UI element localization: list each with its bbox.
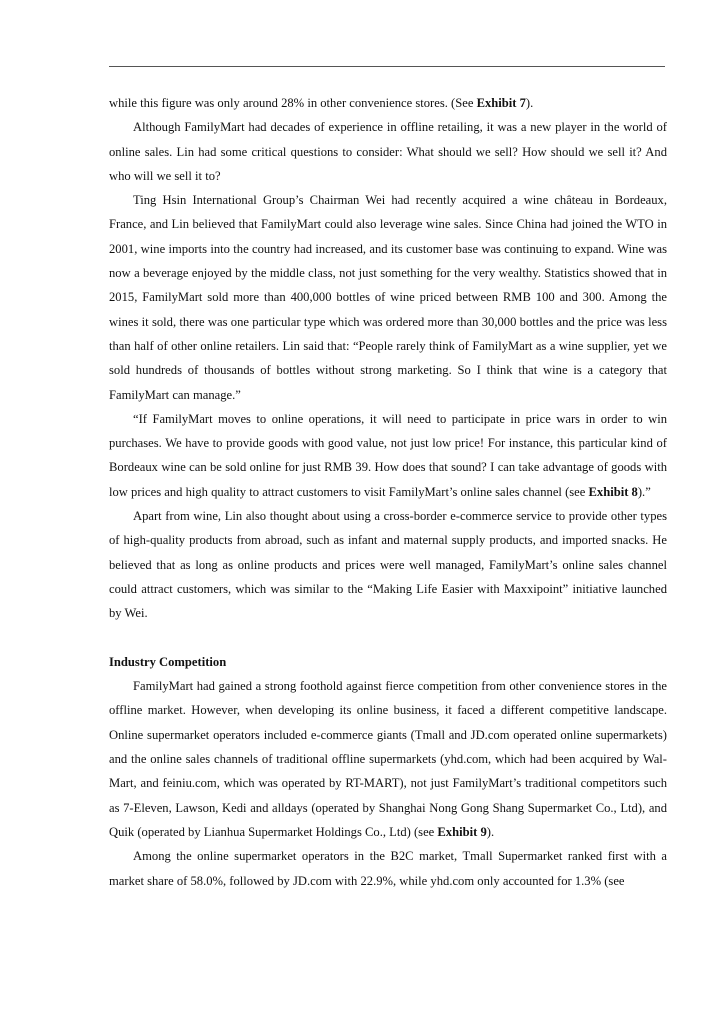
- document-body: [109, 91, 667, 893]
- paragraph-1: while this figure was only around 28% in other convenience stores. (See Exhibit 7).: [109, 96, 534, 110]
- paragraph-5: Apart from wine, Lin also thought about using a cross-border e-commerce service to provide other types of high-quality products from abroad, such as infant and maternal supply products, and imported snacks. He believed that as long as online products and prices were well managed, FamilyMart’s online sales channel could attract customers, which was similar to the “Making Life Easier with Maxxipoint” initiative launched by Wei.: [109, 509, 667, 621]
- section-heading: Industry Competition: [109, 654, 227, 669]
- exhibit-9-reference: Exhibit 9: [437, 824, 487, 839]
- section-gap: [109, 626, 667, 650]
- paragraph-3: Ting Hsin International Group’s Chairman Wei had recently acquired a wine château in Bordeaux, France, and Lin believed that FamilyMart could also leverage wine sales. Since China had joined the WTO in 2001, wine imports into the country had increased, and its customer base was continuing to expand. Wine was now a beverage enjoyed by the middle class, not just something for the very wealthy. Statistics showed that in 2015, FamilyMart sold more than 400,000 bottles of wine priced between RMB 100 and 300. Among the wines it sold, there was one particular type which was ordered more than 30,000 bottles and the price was less than half of other online retailers. Lin said that: “People rarely think of FamilyMart as a wine supplier, yet we sold hundreds of thousands of bottles without strong marketing. So I think that wine is a category that FamilyMart can manage.”: [109, 193, 667, 402]
- paragraph-6: FamilyMart had gained a strong foothold against fierce competition from other convenience stores in the offline market. However, when developing its online business, it faced a different competitive landscape. Online supermarket operators included e-commerce giants (Tmall and JD.com operated online supermarkets) and the online sales channels of traditional offline supermarkets (yhd.com, which had been acquired by Wal-Mart, and feiniu.com, which was operated by RT-MART), not just FamilyMart’s traditional competitors such as 7-Eleven, Lawson, Kedi and alldays (operated by Shanghai Nong Gong Shang Supermarket Co., Ltd), and Quik (operated by Lianhua Supermarket Holdings Co., Ltd) (see Exhibit 9).: [109, 679, 667, 839]
- exhibit-8-reference: Exhibit 8: [588, 484, 638, 499]
- paragraph-7: Among the online supermarket operators in the B2C market, Tmall Supermarket ranked first with a market share of 58.0%, followed by JD.com with 22.9%, while yhd.com only accounted for 1.3% (see: [109, 849, 667, 888]
- paragraph-2: Although FamilyMart had decades of experience in offline retailing, it was a new player in the world of online sales. Lin had some critical questions to consider: What should we sell? How should we sell it? And who will we sell it to?: [109, 120, 667, 183]
- paragraph-4: “If FamilyMart moves to online operations, it will need to participate in price wars in order to win purchases. We have to provide goods with good value, not just low price! For instance, this particular kind of Bordeaux wine can be sold online for just RMB 39. How does that sound? I can take advantage of goods with low prices and high quality to attract customers to visit FamilyMart’s online sales channel (see Exhibit 8).”: [109, 411, 667, 499]
- exhibit-7-reference: Exhibit 7: [476, 96, 526, 110]
- header-rule: [109, 66, 665, 67]
